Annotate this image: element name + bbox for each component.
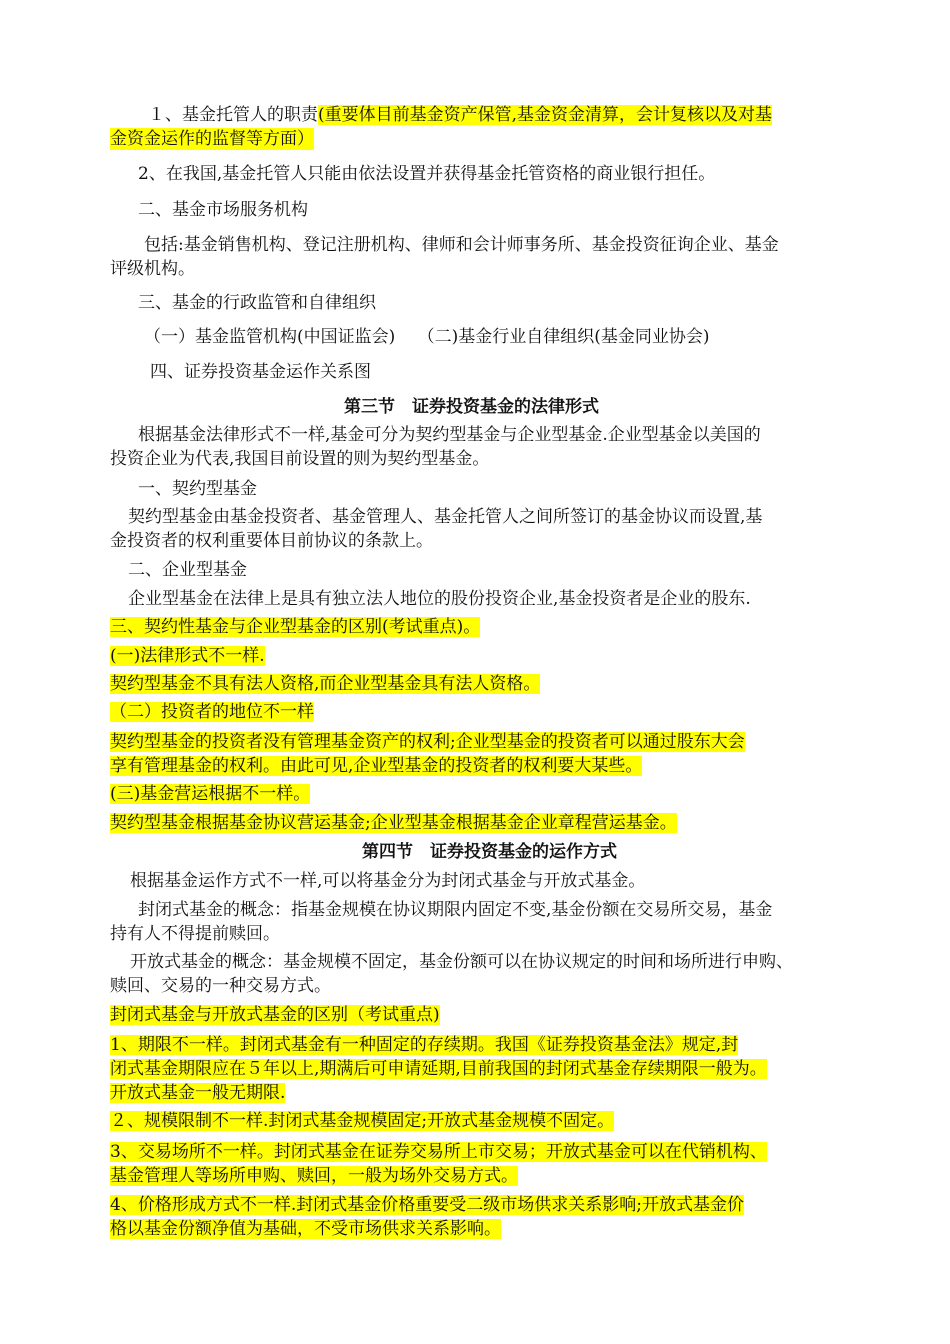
- supervision-heading: 三、基金的行政监管和自律组织: [138, 293, 376, 313]
- ops-difference-3-line-2: [110, 1165, 518, 1187]
- difference-3-desc: [110, 812, 677, 834]
- corporate-fund-desc: 企业型基金在法律上是具有独立法人地位的股份投资企业,基金投资者是企业的股东.: [128, 589, 751, 609]
- ops-difference-3-line-1-text: 3、交易场所不一样。封闭式基金在证券交易所上市交易；开放式基金可以在代销机构、: [110, 1142, 767, 1162]
- contract-fund-line-1: 契约型基金由基金投资者、基金管理人、基金托管人之间所签订的基金协议而设置,基: [128, 507, 763, 527]
- ops-difference-3-line-2-text: 基金管理人等场所申购、赎回，一般为场外交易方式。: [110, 1166, 518, 1186]
- ops-difference-3-line-1: [110, 1141, 767, 1163]
- difference-1-desc-text: 契约型基金不具有法人资格,而企业型基金具有法人资格。: [110, 674, 541, 694]
- custodian-duties-label: １、基金托管人的职责: [148, 105, 318, 125]
- legal-intro-line-1: 根据基金法律形式不一样,基金可分为契约型基金与企业型基金.企业型基金以美国的: [138, 425, 761, 445]
- custodian-duties-line-1: [148, 104, 772, 126]
- difference-3-desc-text: 契约型基金根据基金协议营运基金;企业型基金根据基金企业章程营运基金。: [110, 813, 677, 833]
- ops-difference-1-line-3-text: 开放式基金一般无期限.: [110, 1083, 286, 1103]
- service-orgs-line-1: 包括:基金销售机构、登记注册机构、律师和会计师事务所、基金投资征询企业、基金: [144, 235, 779, 255]
- difference-2-line-2-text: 享有管理基金的权利。由此可见,企业型基金的投资者的权利要大某些。: [110, 756, 643, 776]
- contract-fund-line-2: 金投资者的权利重要体目前协议的条款上。: [110, 531, 433, 551]
- ops-difference-1-line-1-text: 1、期限不一样。封闭式基金有一种固定的存续期。我国《证券投资基金法》规定,封: [110, 1035, 739, 1055]
- ops-difference-heading: [110, 1004, 440, 1026]
- ops-difference-4-line-2-text: 格以基金份额净值为基础，不受市场供求关系影响。: [110, 1219, 501, 1239]
- ops-difference-1-line-3: [110, 1082, 285, 1104]
- ops-difference-4-line-1-text: 4、价格形成方式不一样.封闭式基金价格重要受二级市场供求关系影响;开放式基金价: [110, 1195, 744, 1215]
- open-fund-def-line-1: 开放式基金的概念：基金规模不固定，基金份额可以在协议规定的时间和场所进行申购、: [130, 952, 793, 972]
- difference-2-line-1: [110, 731, 745, 753]
- custodian-duties-highlight: (重要体目前基金资产保管,基金资金清算，会计复核以及对基: [318, 105, 773, 125]
- supervision-items: （一）基金监管机构(中国证监会) （二)基金行业自律组织(基金同业协会): [144, 327, 710, 347]
- contract-fund-heading: 一、契约型基金: [138, 479, 257, 499]
- custodian-banks: 2、在我国,基金托管人只能由依法设置并获得基金托管资格的商业银行担任。: [138, 164, 716, 184]
- open-fund-def-line-2: 赎回、交易的一种交易方式。: [110, 976, 331, 996]
- ops-difference-2-text: ２、规模限制不一样.封闭式基金规模固定;开放式基金规模不固定。: [110, 1111, 615, 1131]
- section3-title: 第三节 证券投资基金的法律形式: [344, 397, 599, 417]
- difference-2-title: [110, 701, 314, 723]
- closed-fund-def-line-1: 封闭式基金的概念：指基金规模在协议期限内固定不变,基金份额在交易所交易，基金: [138, 900, 773, 920]
- difference-heading-text: 三、契约性基金与企业型基金的区别(考试重点)。: [110, 617, 481, 637]
- difference-3-title: [110, 783, 310, 805]
- difference-2-line-1-text: 契约型基金的投资者没有管理基金资产的权利;企业型基金的投资者可以通过股东大会: [110, 732, 745, 752]
- difference-2-title-text: （二）投资者的地位不一样: [110, 702, 314, 722]
- service-orgs-heading: 二、基金市场服务机构: [138, 200, 308, 220]
- legal-intro-line-2: 投资企业为代表,我国目前设置的则为契约型基金。: [110, 449, 490, 469]
- section4-title: 第四节 证券投资基金的运作方式: [362, 842, 617, 862]
- closed-fund-def-line-2: 持有人不得提前赎回。: [110, 924, 280, 944]
- ops-difference-1-line-2-text: 闭式基金期限应在５年以上,期满后可申请延期,目前我国的封闭式基金存续期限一般为。: [110, 1059, 767, 1079]
- difference-1-desc: [110, 673, 540, 695]
- ops-difference-1-line-2: [110, 1058, 767, 1080]
- ops-difference-2: [110, 1110, 614, 1132]
- ops-difference-heading-text: 封闭式基金与开放式基金的区别（考试重点): [110, 1005, 440, 1025]
- service-orgs-line-2: 评级机构。: [110, 259, 195, 279]
- corporate-fund-heading: 二、企业型基金: [128, 560, 247, 580]
- difference-1-title: [110, 645, 265, 667]
- ops-difference-1-line-1: [110, 1034, 738, 1056]
- ops-difference-4-line-1: [110, 1194, 744, 1216]
- difference-heading: [110, 616, 480, 638]
- ops-intro: 根据基金运作方式不一样,可以将基金分为封闭式基金与开放式基金。: [130, 871, 646, 891]
- ops-difference-4-line-2: [110, 1218, 501, 1240]
- difference-3-title-text: (三)基金营运根据不一样。: [110, 784, 311, 804]
- difference-1-title-text: (一)法律形式不一样.: [110, 646, 265, 666]
- relation-diagram-heading: 四、证券投资基金运作关系图: [150, 362, 371, 382]
- difference-2-line-2: [110, 755, 642, 777]
- custodian-duties-line-2: 金资金运作的监督等方面）: [110, 129, 314, 149]
